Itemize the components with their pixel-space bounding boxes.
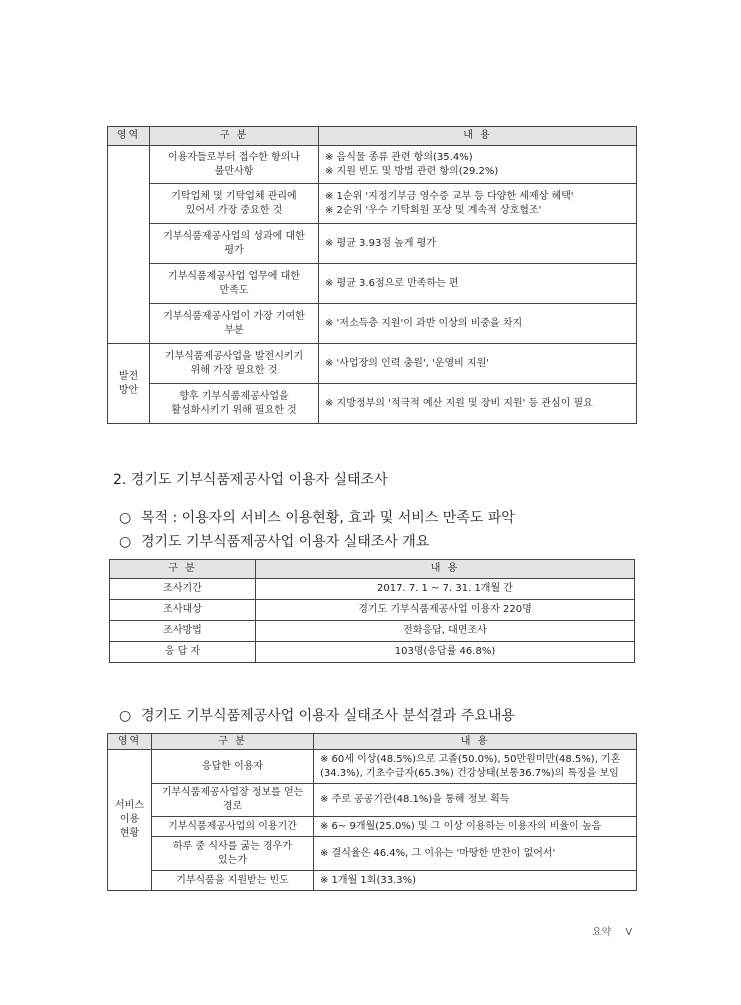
area-cell: 발전 방안 [108,344,150,424]
footer-label: 요약 [592,927,612,938]
category-cell: 기부식품제공사업을 발전시키기 위해 가장 필요한 것 [150,344,319,384]
table-row [108,344,637,384]
category-cell: 응답한 이용자 [152,750,314,784]
category-cell: 이용자들로부터 접수한 항의나 불만사항 [150,146,319,184]
table-row [108,784,637,817]
area-cell: 서비스 이용 현황 [108,750,152,891]
content-cell: 전화응답, 대면조사 [256,621,635,642]
results-table-2 [107,733,637,891]
table-row [108,224,637,264]
circle-bullet-icon: ○ [119,534,132,550]
category-cell: 기부식품제공사업이 가장 기여한 부분 [150,304,319,344]
table-row [110,600,635,621]
bullet-overview [119,531,429,551]
content-cell: ※ 음식물 종류 관련 항의(35.4%) ※ 지원 빈도 및 방법 관련 항의(29.2%) [319,146,637,184]
header-category: 구 분 [152,734,314,750]
table-row [108,871,637,891]
category-cell: 조사방법 [110,621,256,642]
header-area: 영역 [108,127,150,146]
content-cell: 103명(응답률 46.8%) [256,642,635,663]
table-header-row [110,560,635,579]
header-content: 내 용 [314,734,637,750]
section-heading: 2. 경기도 기부식품제공사업 이용자 실태조사 [113,472,388,488]
bullet-results [119,705,515,725]
category-cell: 기부식품제공사업장 정보를 얻는 경로 [152,784,314,817]
category-cell: 하루 중 식사를 굶는 경우가 있는가 [152,837,314,871]
bullet-text: 경기도 기부식품제공사업 이용자 실태조사 분석결과 주요내용 [141,708,515,724]
content-cell: 2017. 7. 1 ~ 7. 31. 1개월 간 [256,579,635,600]
circle-bullet-icon: ○ [119,708,132,724]
table-row [110,579,635,600]
area-cell-blank [108,146,150,344]
table-row [108,184,637,224]
table-row [108,304,637,344]
content-cell: 경기도 기부식품제공사업 이용자 220명 [256,600,635,621]
content-cell: ※ '저소득층 지원'이 과반 이상의 비중을 차지 [319,304,637,344]
content-cell: ※ 6~ 9개월(25.0%) 및 그 이상 이용하는 이용자의 비율이 높음 [314,817,637,837]
table-row [110,621,635,642]
bullet-text: 경기도 기부식품제공사업 이용자 실태조사 개요 [141,534,430,550]
table-header-row [108,734,637,750]
table-row [108,146,637,184]
category-cell: 기부식품제공사업의 이용기간 [152,817,314,837]
category-cell: 기탁업체 및 기탁업체 관리에 있어서 가장 중요한 것 [150,184,319,224]
survey-overview-table [109,559,635,663]
content-cell: ※ 60세 이상(48.5%)으로 고졸(50.0%), 50만원미만(48.5%), 기혼 (34.3%), 기초수급자(65.3%) 건강상태(보통36.7%)의 특징을 보임 [314,750,637,784]
category-cell: 조사대상 [110,600,256,621]
category-cell: 기부식품을 지원받는 빈도 [152,871,314,891]
results-table-1 [107,126,637,424]
bullet-text: 목적 : 이용자의 서비스 이용현황, 효과 및 서비스 만족도 파악 [141,510,515,526]
header-content: 내 용 [319,127,637,146]
bullet-purpose [119,507,515,527]
table-header-row [108,127,637,146]
content-cell: ※ 평균 3.93점 높게 평가 [319,224,637,264]
content-cell: ※ 1순위 '지정기부금 영수증 교부 등 다양한 세제상 혜택' ※ 2순위 '우수 기탁회원 포상 및 계속적 상호협조' [319,184,637,224]
page-footer [592,923,632,938]
category-cell: 기부식품제공사업 업무에 대한 만족도 [150,264,319,304]
category-cell: 기부식품제공사업의 성과에 대한 평가 [150,224,319,264]
header-category: 구 분 [110,560,256,579]
category-cell: 조사기간 [110,579,256,600]
circle-bullet-icon: ○ [119,510,132,526]
table-row [108,384,637,424]
table-row [110,642,635,663]
category-cell: 응 답 자 [110,642,256,663]
header-content: 내 용 [256,560,635,579]
header-category: 구 분 [150,127,319,146]
table-row [108,837,637,871]
table-row [108,817,637,837]
content-cell: ※ 지방정부의 '적극적 예산 지원 및 장비 지원' 등 관심이 필요 [319,384,637,424]
table-row [108,264,637,304]
content-cell: ※ 주로 공공기관(48.1%)을 통해 정보 획득 [314,784,637,817]
page-number: V [625,927,633,938]
content-cell: ※ 평균 3.6점으로 만족하는 편 [319,264,637,304]
table-row [108,750,637,784]
header-area: 영역 [108,734,152,750]
content-cell: ※ 1개월 1회(33.3%) [314,871,637,891]
content-cell: ※ 결식율은 46.4%, 그 이유는 '마땅한 반찬이 없어서' [314,837,637,871]
content-cell: ※ '사업장의 인력 충원', '운영비 지원' [319,344,637,384]
category-cell: 향후 기부식품제공사업을 활성화시키기 위해 필요한 것 [150,384,319,424]
